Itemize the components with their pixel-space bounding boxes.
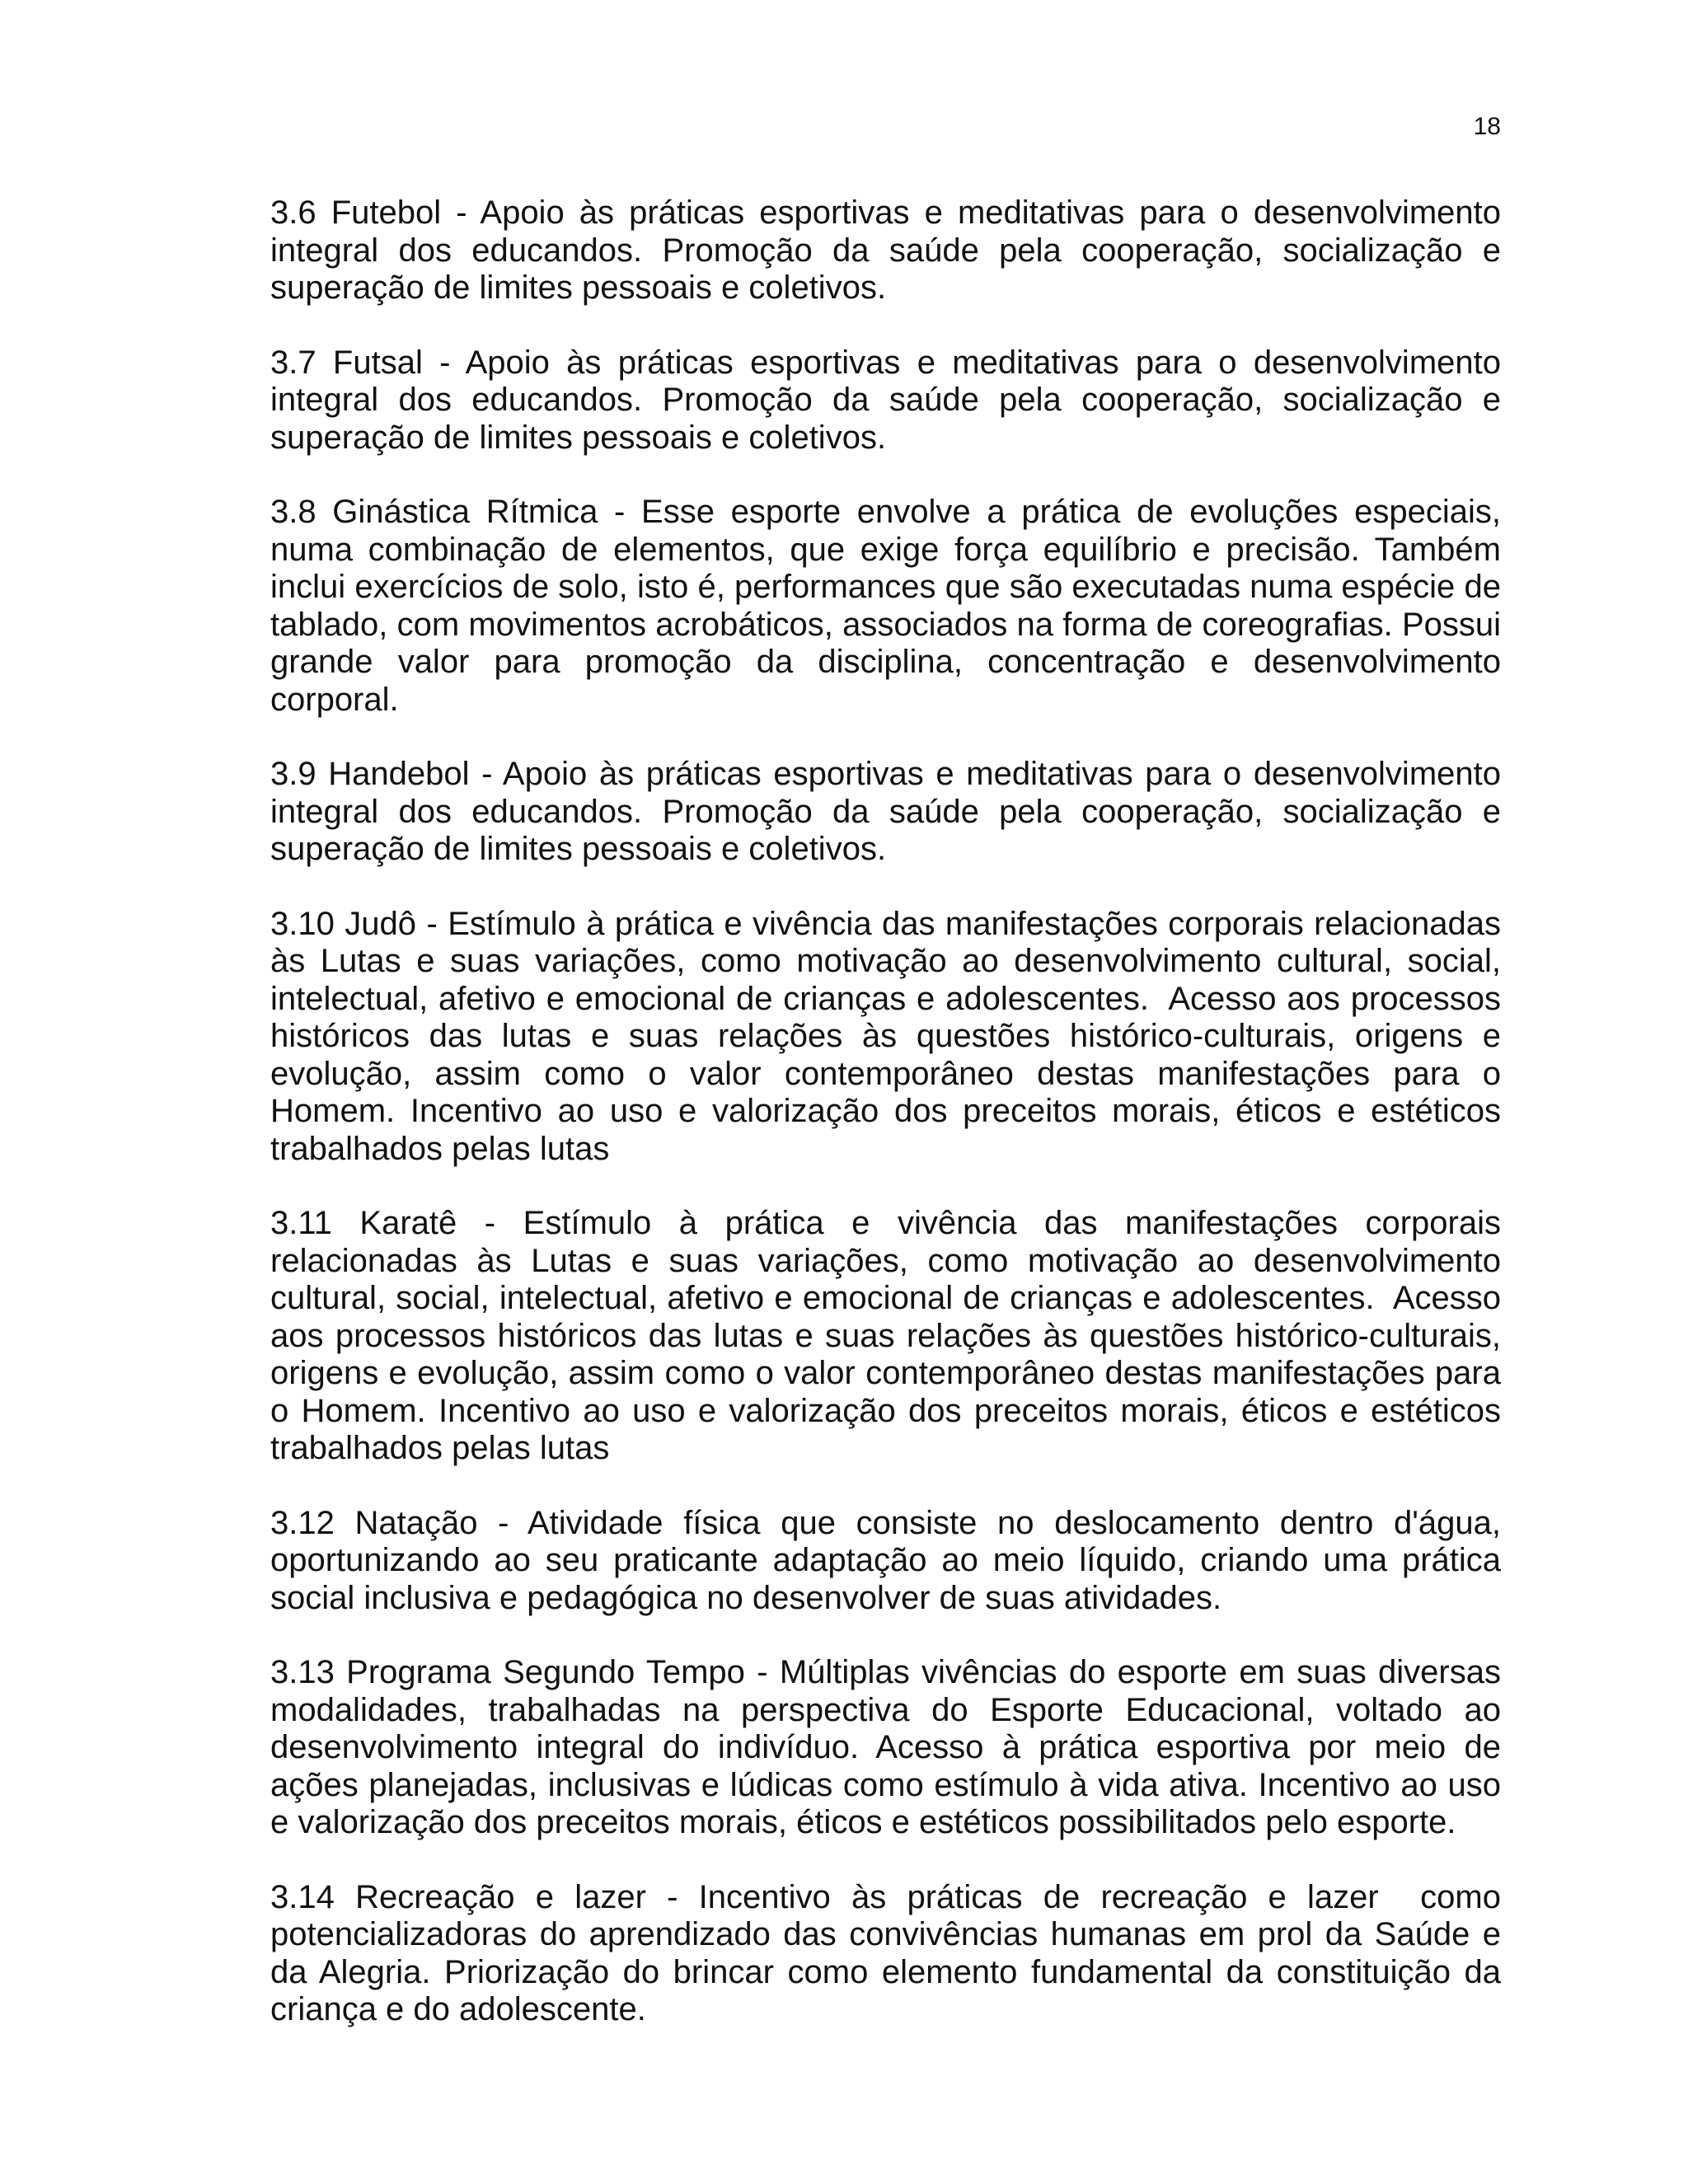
- paragraph-recreacao-e-lazer: 3.14 Recreação e lazer - Incentivo às práticas de recreação e lazer como potencializadoras do aprendizado das convivências humanas em prol da Saúde e da Alegria. Priorização do brincar como elemento fundamental da constituição da criança e do adolescente.: [270, 1878, 1511, 2027]
- document-body: [270, 194, 1511, 2066]
- paragraph-ginastica-ritmica: 3.8 Ginástica Rítmica - Esse esporte envolve a prática de evoluções especiais, numa combinação de elementos, que exige força equilíbrio e precisão. Também inclui exercícios de solo, isto é, performances que são executadas numa espécie de tablado, com movimentos acrobáticos, associados na forma de coreografias. Possui grande valor para promoção da disciplina, concentração e desenvolvimento corporal.: [270, 494, 1511, 718]
- paragraph-futebol: 3.6 Futebol - Apoio às práticas esportivas e meditativas para o desenvolvimento integral dos educandos. Promoção da saúde pela cooperação, socialização e superação de limites pessoais e coletivos.: [270, 194, 1511, 306]
- paragraph-natacao: 3.12 Natação - Atividade física que consiste no deslocamento dentro d'água, oportunizando ao seu praticante adaptação ao meio líquido, criando uma prática social inclusiva e pedagógica no desenvolver de suas atividades.: [270, 1504, 1511, 1616]
- paragraph-judo: 3.10 Judô - Estímulo à prática e vivência das manifestações corporais relacionadas às Lutas e suas variações, como motivação ao desenvolvimento cultural, social, intelectual, afetivo e emocional de crianças e adolescentes. Acesso aos processos históricos das lutas e suas relações às questões histórico-culturais, origens e evolução, assim como o valor contemporâneo destas manifestações para o Homem. Incentivo ao uso e valorização dos preceitos morais, éticos e estéticos trabalhados pelas lutas: [270, 905, 1511, 1167]
- paragraph-futsal: 3.7 Futsal - Apoio às práticas esportivas e meditativas para o desenvolvimento integral dos educandos. Promoção da saúde pela cooperação, socialização e superação de limites pessoais e coletivos.: [270, 344, 1511, 456]
- paragraph-karate: 3.11 Karatê - Estímulo à prática e vivência das manifestações corporais relacionadas às Lutas e suas variações, como motivação ao desenvolvimento cultural, social, intelectual, afetivo e emocional de crianças e adolescentes. Acesso aos processos históricos das lutas e suas relações às questões histórico-culturais, origens e evolução, assim como o valor contemporâneo destas manifestações para o Homem. Incentivo ao uso e valorização dos preceitos morais, éticos e estéticos trabalhados pelas lutas: [270, 1205, 1511, 1466]
- paragraph-handebol: 3.9 Handebol - Apoio às práticas esportivas e meditativas para o desenvolvimento integral dos educandos. Promoção da saúde pela cooperação, socialização e superação de limites pessoais e coletivos.: [270, 756, 1511, 867]
- page-number: 18: [1473, 113, 1501, 140]
- paragraph-programa-segundo-tempo: 3.13 Programa Segundo Tempo - Múltiplas vivências do esporte em suas diversas modalidades, trabalhadas na perspectiva do Esporte Educacional, voltado ao desenvolvimento integral do indivíduo. Acesso à prática esportiva por meio de ações planejadas, inclusivas e lúdicas como estímulo à vida ativa. Incentivo ao uso e valorização dos preceitos morais, éticos e estéticos possibilitados pelo esporte.: [270, 1654, 1511, 1840]
